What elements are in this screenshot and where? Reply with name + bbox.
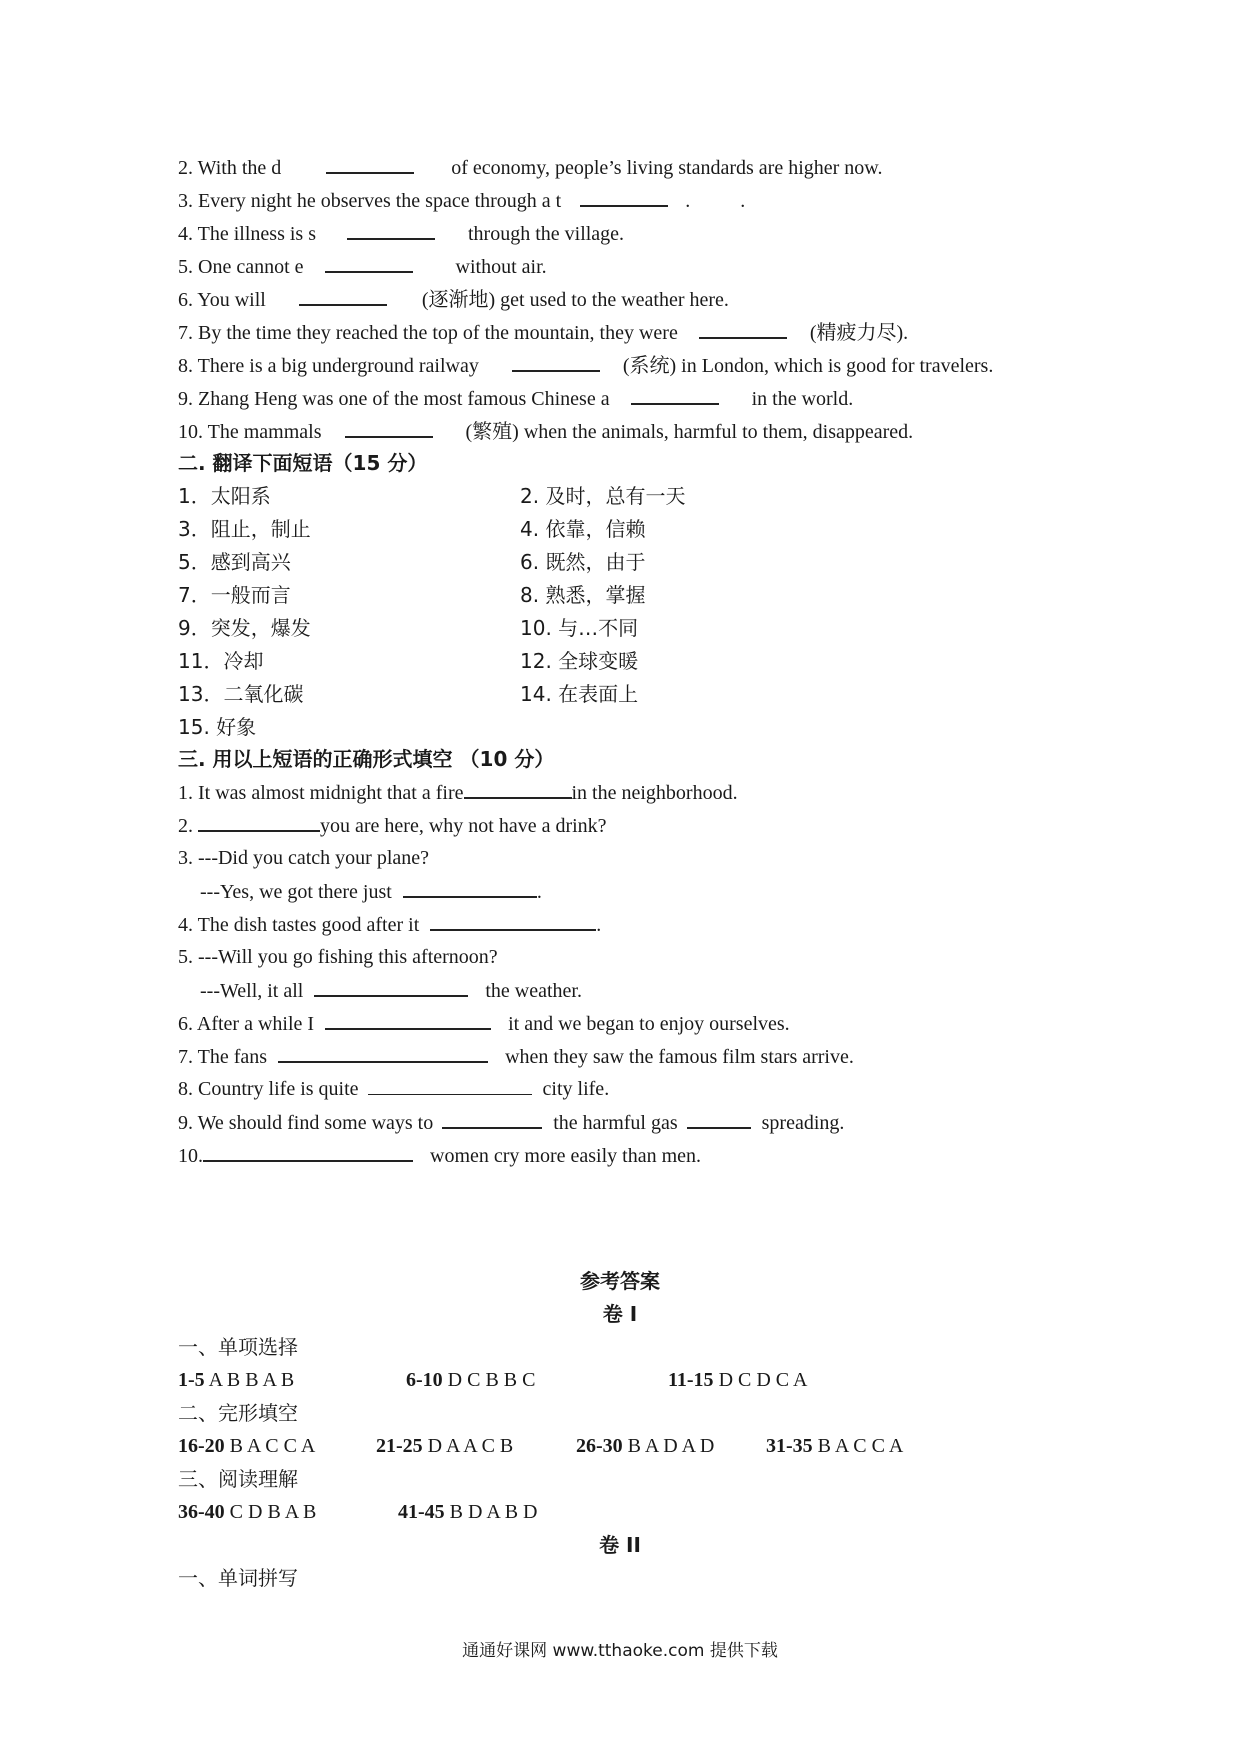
question-8 [178, 350, 993, 381]
question-text: ---Well, it all [200, 980, 304, 1002]
answer-blank[interactable] [203, 1140, 413, 1162]
answer-blank[interactable] [430, 909, 596, 931]
question-text: One cannot e [198, 256, 304, 278]
fill-question-6 [178, 1008, 790, 1039]
answer-range: 16-20 [178, 1435, 225, 1457]
answer-group [576, 1431, 714, 1461]
answer-range: 6-10 [406, 1369, 443, 1391]
answer-blank[interactable] [299, 284, 387, 306]
answer-range: 21-25 [376, 1435, 423, 1457]
answer-blank[interactable] [631, 383, 719, 405]
question-text: The illness is s [197, 223, 316, 245]
fill-question-2 [178, 810, 607, 841]
answer-blank[interactable] [442, 1107, 542, 1129]
question-text: through the village. [467, 223, 625, 245]
question-3 [178, 185, 745, 216]
question-text: By the time they reached the top of the mountain, they were [198, 322, 678, 344]
question-text: There is a big underground railway [197, 355, 479, 377]
question-6 [178, 284, 729, 315]
fill-question-5 [178, 942, 498, 972]
answer-range: 41-45 [398, 1501, 445, 1523]
question-7 [178, 317, 908, 348]
answer-group [668, 1365, 807, 1395]
question-text: . [596, 914, 602, 936]
section-heading: 三. 用以上短语的正确形式填空 （10 分） [178, 747, 555, 771]
question-text: (繁殖) when the animals, harmful to them, disappeared. [465, 421, 914, 443]
answer-blank[interactable] [326, 152, 414, 174]
answer-blank[interactable] [198, 810, 320, 832]
answer-blank[interactable] [345, 416, 433, 438]
answer-section-label: 一、单项选择 [178, 1335, 298, 1359]
question-text: in the world. [751, 388, 854, 410]
question-text: 7. The fans [178, 1046, 268, 1068]
fill-question-10 [178, 1140, 701, 1171]
fill-question-9 [178, 1107, 844, 1138]
answer-blank[interactable] [325, 1008, 491, 1030]
answer-letters: D C D C A [718, 1369, 808, 1391]
paper-2-title: 卷 II [599, 1533, 641, 1557]
answer-blank[interactable] [403, 876, 537, 898]
phrase-item: 11．冷却 [178, 649, 264, 673]
fill-question-4 [178, 909, 601, 940]
answer-group [766, 1431, 903, 1461]
question-4 [178, 218, 624, 249]
question-text: you are here, why not have a drink? [320, 815, 607, 837]
question-text: . . [685, 190, 746, 212]
fill-question-3-reply [200, 876, 542, 907]
question-number: 7. [178, 322, 193, 344]
question-text: 5. ---Will you go fishing this afternoon? [178, 946, 498, 968]
phrase-item: 2. 及时，总有一天 [520, 484, 686, 508]
question-number: 4. [178, 223, 193, 245]
phrase-item: 6. 既然，由于 [520, 550, 646, 574]
fill-question-5-reply [200, 975, 582, 1006]
question-number: 9. [178, 388, 193, 410]
question-text: city life. [542, 1078, 610, 1100]
answer-range: 36-40 [178, 1501, 225, 1523]
answer-range: 11-15 [668, 1369, 714, 1391]
phrase-item: 7．一般而言 [178, 583, 291, 607]
question-text: 2. [178, 815, 193, 837]
phrase-item: 4. 依靠，信赖 [520, 517, 646, 541]
question-text: 3. ---Did you catch your plane? [178, 847, 430, 869]
answer-blank[interactable] [464, 777, 572, 799]
phrase-item: 12. 全球变暖 [520, 649, 639, 673]
question-text: the harmful gas [553, 1112, 678, 1134]
phrase-item: 14. 在表面上 [520, 682, 639, 706]
footer-text: 通通好课网 www.tthaoke.com 提供下载 [462, 1641, 778, 1661]
question-text: the weather. [485, 980, 582, 1002]
answer-group [178, 1497, 316, 1527]
question-text: it and we began to enjoy ourselves. [508, 1013, 790, 1035]
answer-letters: D A A C B [427, 1435, 514, 1457]
question-number: 6. [178, 289, 193, 311]
question-text: 10. [178, 1145, 203, 1167]
phrase-item: 13．二氧化碳 [178, 682, 304, 706]
answer-group [406, 1365, 535, 1395]
answer-range: 1-5 [178, 1369, 205, 1391]
answer-letters: B A C C A [229, 1435, 316, 1457]
phrase-item: 15. 好象 [178, 715, 257, 739]
answer-blank[interactable] [278, 1041, 488, 1063]
question-text: With the d [197, 157, 282, 179]
question-text: ---Yes, we got there just [200, 881, 392, 903]
answer-group [178, 1365, 294, 1395]
fill-question-3 [178, 843, 429, 873]
answer-key-title: 参考答案 [580, 1269, 660, 1293]
question-text: when they saw the famous film stars arrive. [505, 1046, 854, 1068]
question-number: 8. [178, 355, 193, 377]
question-text: Every night he observes the space through a t [198, 190, 562, 212]
question-text: in the neighborhood. [571, 782, 738, 804]
question-text: (精疲力尽). [809, 322, 909, 344]
question-number: 5. [178, 256, 193, 278]
answer-letters: D C B B C [447, 1369, 536, 1391]
question-9 [178, 383, 853, 414]
answer-blank[interactable] [347, 218, 435, 240]
question-number: 2. [178, 157, 193, 179]
answer-letters: B A C C A [817, 1435, 904, 1457]
question-text: You will [197, 289, 266, 311]
question-text: (系统) in London, which is good for travelers. [622, 355, 994, 377]
phrase-item: 1．太阳系 [178, 484, 271, 508]
answer-section-label: 一、单词拼写 [178, 1566, 298, 1590]
fill-question-8 [178, 1074, 609, 1104]
phrase-item: 9．突发，爆发 [178, 616, 311, 640]
question-number: 10. [178, 421, 203, 443]
question-2 [178, 152, 882, 183]
question-text: women cry more easily than men. [430, 1145, 702, 1167]
answer-range: 31-35 [766, 1435, 813, 1457]
question-text: (逐渐地) get used to the weather here. [421, 289, 729, 311]
answer-blank[interactable] [325, 251, 413, 273]
answer-range: 26-30 [576, 1435, 623, 1457]
answer-group [178, 1431, 315, 1461]
answer-section-label: 二、完形填空 [178, 1401, 298, 1425]
question-text: of economy, people’s living standards are higher now. [451, 157, 883, 179]
answer-blank[interactable] [512, 350, 600, 372]
paper-1-title: 卷 I [602, 1302, 638, 1326]
answer-blank[interactable] [687, 1107, 751, 1129]
phrase-item: 3．阻止，制止 [178, 517, 311, 541]
question-text: 1. It was almost midnight that a fire [178, 782, 464, 804]
answer-blank[interactable] [368, 1074, 532, 1095]
fill-question-7 [178, 1041, 854, 1072]
question-text: without air. [455, 256, 547, 278]
question-text: The mammals [207, 421, 322, 443]
answer-section-label: 三、阅读理解 [178, 1467, 298, 1491]
answer-group [376, 1431, 513, 1461]
answer-letters: B D A B D [449, 1501, 538, 1523]
question-text: 6. After a while I [178, 1013, 315, 1035]
question-number: 3. [178, 190, 193, 212]
question-text: 8. Country life is quite [178, 1078, 359, 1100]
question-5 [178, 251, 547, 282]
answer-group [398, 1497, 537, 1527]
answer-letters: C D B A B [229, 1501, 317, 1523]
answer-blank[interactable] [580, 185, 668, 207]
answer-blank[interactable] [314, 975, 468, 997]
phrase-item: 10. 与…不同 [520, 616, 639, 640]
question-text: 4. The dish tastes good after it [178, 914, 420, 936]
section-heading: 二. 翻译下面短语（15 分） [178, 451, 428, 475]
fill-question-1 [178, 777, 738, 808]
question-text: spreading. [761, 1112, 845, 1134]
question-text: . [536, 881, 542, 903]
question-text: Zhang Heng was one of the most famous Chinese a [198, 388, 610, 410]
phrase-item: 8. 熟悉，掌握 [520, 583, 646, 607]
phrase-item: 5．感到高兴 [178, 550, 291, 574]
question-10 [178, 416, 913, 447]
answer-blank[interactable] [699, 317, 787, 339]
question-text: 9. We should find some ways to [178, 1112, 434, 1134]
answer-letters: A B B A B [208, 1369, 295, 1391]
answer-letters: B A D A D [627, 1435, 715, 1457]
